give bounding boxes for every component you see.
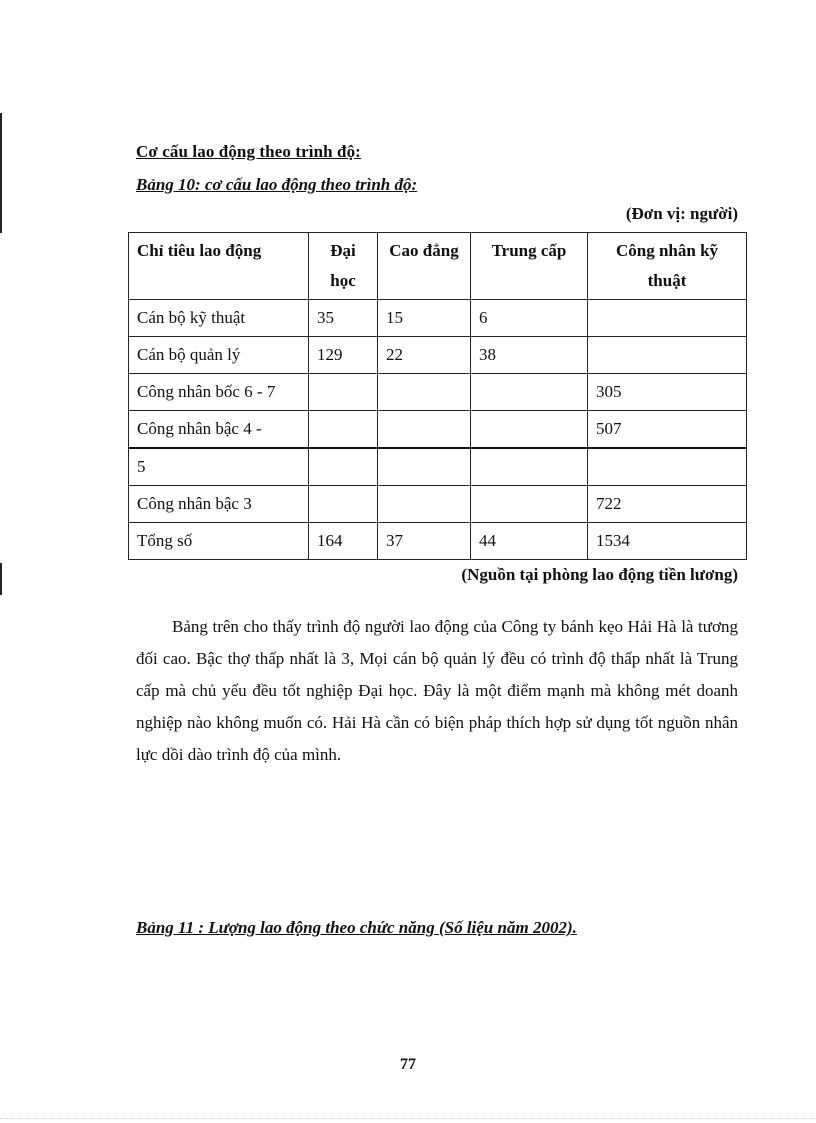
table-cell [309,374,378,411]
table-11-title: Bảng 11 : Lượng lao động theo chức năng (Số liệu năm 2002). [136,918,577,937]
table-cell: 15 [378,300,471,337]
table-row [129,337,747,374]
row-label: Công nhân bậc 3 [129,486,309,523]
margin-bar-bottom [0,563,2,595]
analysis-paragraph: Bảng trên cho thấy trình độ người lao động của Công ty bánh kẹo Hải Hà là tương đối cao. Bậc thợ thấp nhất là 3, Mọi cán bộ quản lý đều có trình độ thấp nhất là Trung cấp mà chủ yếu đều tốt nghiệp Đại học. Đây là một điểm mạnh mà không mét doanh nghiệp nào không muốn có. Hải Hà cần có biện pháp thích hợp sử dụng tốt nguồn nhân lực dồi dào trình độ của mình. [136,617,738,764]
row-label: Cán bộ quản lý [129,337,309,374]
table-row-total [129,523,747,560]
table-cell: 35 [309,300,378,337]
table-row [129,300,747,337]
row-label: Tổng số [129,523,309,560]
page-number: 77 [400,1056,416,1073]
table-cell [588,337,747,374]
section-title: Cơ cấu lao động theo trình độ: [136,142,361,161]
header-cell: Cao đẳng [378,233,471,300]
row-label: Công nhân bốc 6 - 7 [129,374,309,411]
table-cell [471,411,588,449]
table-cell: 37 [378,523,471,560]
table-cell [309,448,378,486]
table-cell [309,486,378,523]
table-cell: 22 [378,337,471,374]
table-cell [378,448,471,486]
table-header-row [129,233,747,300]
table-cell [471,374,588,411]
table-row [129,486,747,523]
header-cell: Trung cấp [471,233,588,300]
source-note: (Nguồn tại phòng lao động tiền lương) [461,565,738,584]
page-bottom-rule [0,1118,816,1119]
table-row [129,374,747,411]
table-cell: 38 [471,337,588,374]
table-row [129,448,747,486]
header-cell: Đại học [309,233,378,300]
table-cell: 1534 [588,523,747,560]
labor-qualification-table [128,232,747,560]
unit-note: (Đơn vị: người) [625,204,738,223]
table-row [129,411,747,449]
table-cell [378,411,471,449]
table-cell [588,300,747,337]
table-cell: 6 [471,300,588,337]
header-cell: Chỉ tiêu lao động [129,233,309,300]
table-cell [471,448,588,486]
row-label: Công nhân bậc 4 - [129,411,309,449]
table-cell: 507 [588,411,747,449]
margin-bar-top [0,113,2,233]
row-label: Cán bộ kỹ thuật [129,300,309,337]
table-cell: 164 [309,523,378,560]
table-cell: 44 [471,523,588,560]
header-cell: Công nhân kỹ thuật [588,233,747,300]
table-cell [378,374,471,411]
table-cell: 305 [588,374,747,411]
table-cell [378,486,471,523]
table-cell [309,411,378,449]
table-cell: 129 [309,337,378,374]
table-10-title: Bảng 10: cơ cấu lao động theo trình độ: [136,175,418,194]
table-cell: 722 [588,486,747,523]
row-label: 5 [129,448,309,486]
table-cell [588,448,747,486]
table-cell [471,486,588,523]
